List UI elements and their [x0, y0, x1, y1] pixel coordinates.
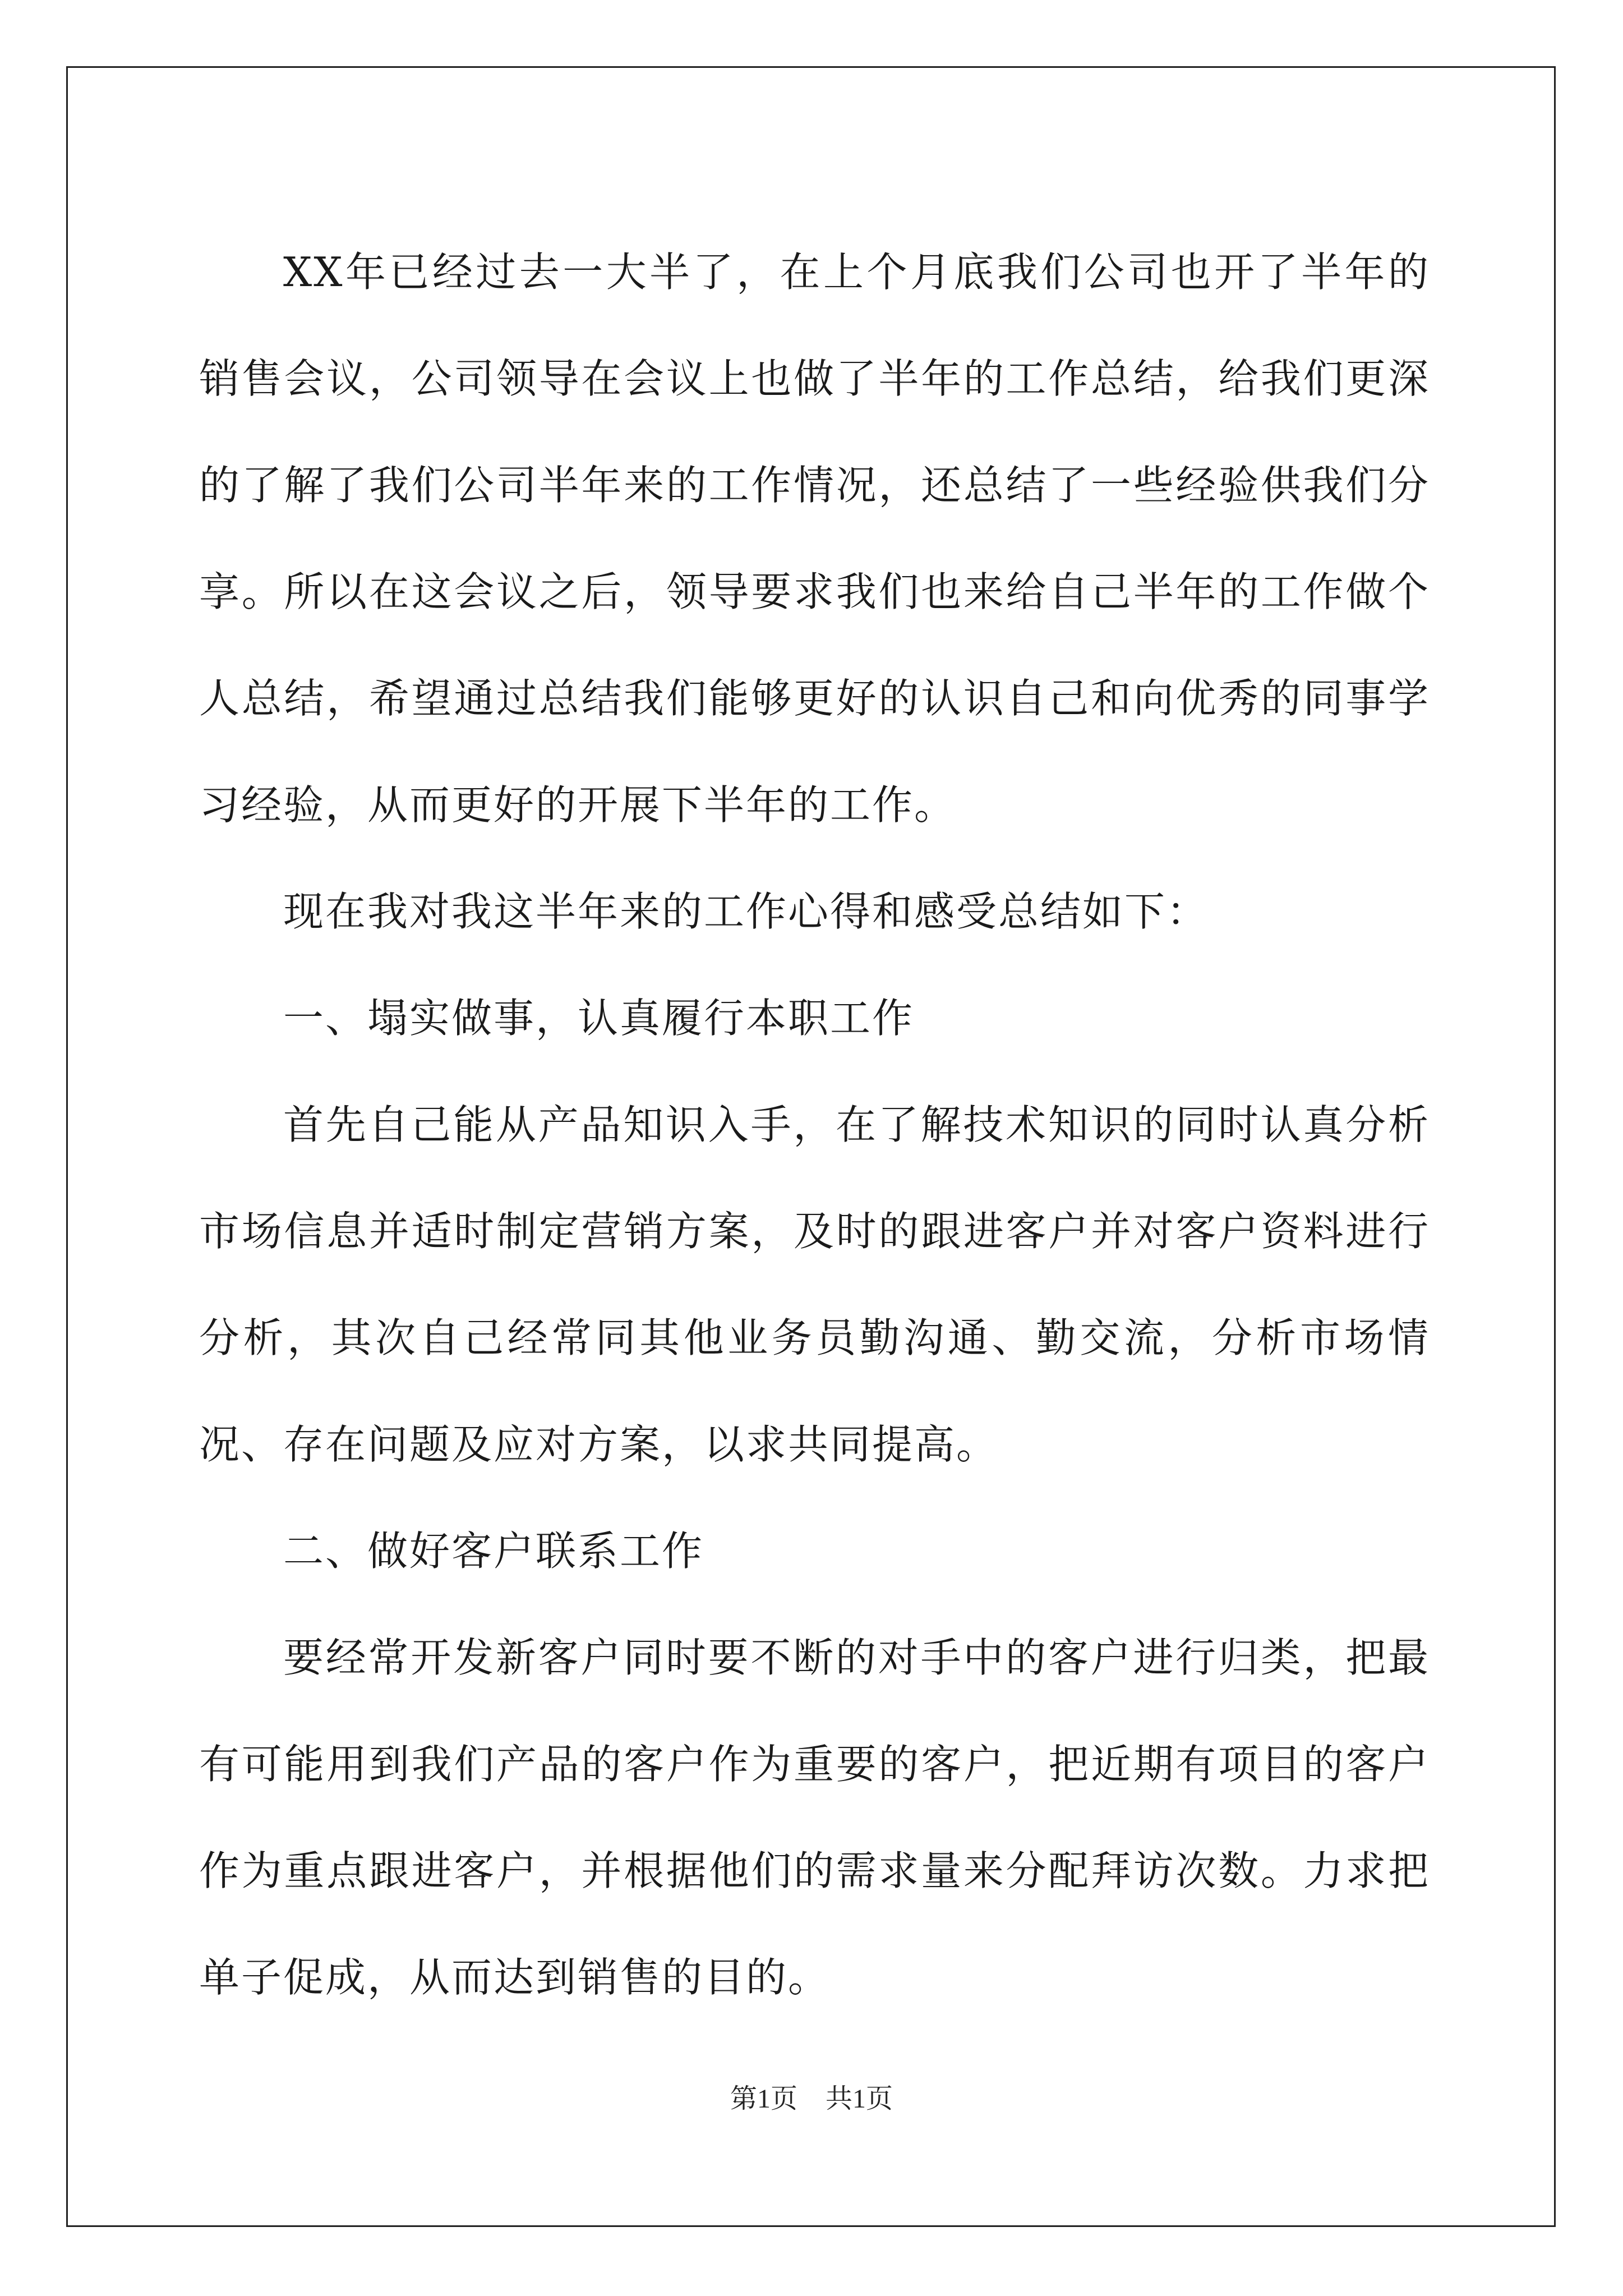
section-heading-2: 二、做好客户联系工作	[283, 1527, 704, 1575]
section-heading-1: 一、塌实做事，认真履行本职工作	[283, 995, 915, 1042]
page-footer	[0, 2082, 1623, 2116]
paragraph-section-1: 首先自己能从产品知识入手，在了解技术知识的同时认真分析市场信息并适时制定营销方案，及时的跟进客户并对客户资料进行分析，其次自己经常同其他业务员勤沟通、勤交流，分析市场情况、存在问题及应对方案，以求共同提高。	[199, 1101, 1430, 1468]
document-body	[199, 219, 1430, 2031]
page-total: 共1页	[826, 2084, 893, 2114]
page-number: 第1页	[730, 2084, 797, 2114]
paragraph-section-2: 要经常开发新客户同时要不断的对手中的客户进行归类，把最有可能用到我们产品的客户作为重要的客户，把近期有项目的客户作为重点跟进客户，并根据他们的需求量来分配拜访次数。力求把单子促成，从而达到销售的目的。	[199, 1634, 1430, 2001]
paragraph-intro: XX年已经过去一大半了，在上个月底我们公司也开了半年的销售会议，公司领导在会议上也做了半年的工作总结，给我们更深的了解了我们公司半年来的工作情况，还总结了一些经验供我们分享。所以在这会议之后，领导要求我们也来给自己半年的工作做个人总结，希望通过总结我们能够更好的认识自己和向优秀的同事学习经验，从而更好的开展下半年的工作。	[199, 249, 1430, 829]
paragraph-summary-lead: 现在我对我这半年来的工作心得和感受总结如下：	[283, 888, 1209, 935]
